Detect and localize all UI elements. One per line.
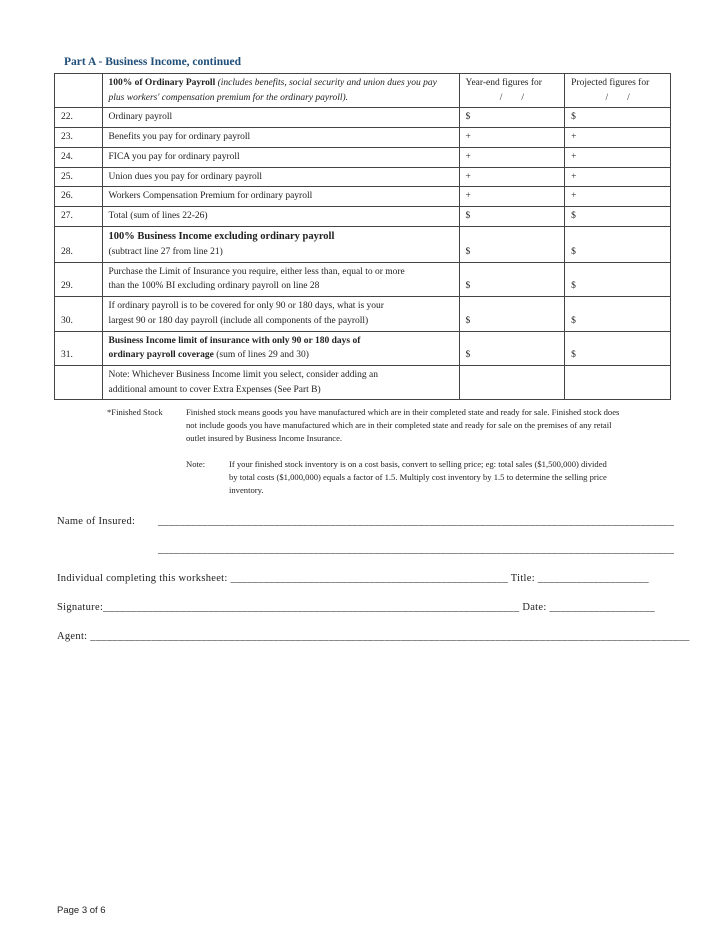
finished-stock-definition [186, 406, 686, 445]
row-label [102, 297, 459, 331]
row-number: 30. [55, 297, 103, 331]
header-yearend-cell [459, 74, 565, 108]
header-projected-cell [565, 74, 671, 108]
row-number: 31. [55, 331, 103, 365]
row-label: Union dues you pay for ordinary payroll [102, 167, 459, 187]
projected-input[interactable]: $ [565, 226, 671, 262]
projected-input[interactable]: $ [565, 262, 671, 296]
header-label-cell [102, 74, 459, 108]
projected-input[interactable]: + [565, 147, 671, 167]
projected-input[interactable]: $ [565, 331, 671, 365]
row-label [102, 226, 459, 262]
header-blank-cell [55, 74, 103, 108]
yearend-input[interactable]: $ [459, 262, 565, 296]
row-number: 29. [55, 262, 103, 296]
projected-input[interactable]: + [565, 187, 671, 207]
definition-line-1: Finished stock means goods you have manufactured which are in their completed state and ready for sale. Finished stock does [186, 407, 620, 417]
yearend-input[interactable]: $ [459, 226, 565, 262]
row-label: Total (sum of lines 22-26) [102, 207, 459, 227]
yearend-input[interactable]: + [459, 167, 565, 187]
table-row-26 [55, 187, 671, 207]
row-line-1: Business Income limit of insurance with only 90 or 180 days of [108, 335, 361, 346]
row-line-2: largest 90 or 180 day payroll (include all components of the payroll) [108, 315, 369, 326]
table-row-27 [55, 207, 671, 227]
table-note-row [55, 366, 671, 400]
note-line-2: additional amount to cover Extra Expenses (See Part B) [108, 384, 321, 395]
header-label-italic: (includes benefits, social security and union dues you pay plus workers' compensation premium for the ordinary payroll). [108, 78, 437, 103]
name-of-insured-field-2[interactable]: _____________________________________________________________________________________________ [158, 544, 675, 555]
row-line-2-bold: ordinary payroll coverage [108, 350, 214, 361]
individual-completing-field[interactable]: Individual completing this worksheet: __________________________________________________ Title: ____________________ [57, 573, 649, 584]
name-of-insured-label: Name of Insured: [57, 516, 136, 527]
row-number: 24. [55, 147, 103, 167]
row-label: Benefits you pay for ordinary payroll [102, 128, 459, 148]
note-text [102, 366, 459, 400]
table-row-22 [55, 108, 671, 128]
yearend-input[interactable]: $ [459, 297, 565, 331]
row-number: 22. [55, 108, 103, 128]
agent-field[interactable]: Agent: ____________________________________________________________________________________________________________ [57, 631, 690, 642]
yearend-input[interactable]: + [459, 187, 565, 207]
header-projected-label: Projected figures for [571, 78, 650, 88]
row-subtitle: (subtract line 27 from line 21) [108, 247, 223, 258]
finished-stock-note-label: Note: [186, 459, 206, 469]
section-title: Part A - Business Income, continued [64, 56, 241, 68]
note-blank-cell [459, 366, 565, 400]
row-label: Workers Compensation Premium for ordinary payroll [102, 187, 459, 207]
yearend-input[interactable]: $ [459, 207, 565, 227]
row-title: 100% Business Income excluding ordinary payroll [108, 230, 335, 242]
projected-input[interactable]: $ [565, 108, 671, 128]
note-blank-cell [565, 366, 671, 400]
yearend-input[interactable]: $ [459, 331, 565, 365]
projected-input[interactable]: + [565, 167, 671, 187]
note-blank-cell [55, 366, 103, 400]
row-number: 28. [55, 226, 103, 262]
row-number: 25. [55, 167, 103, 187]
projected-input[interactable]: $ [565, 207, 671, 227]
header-yearend-date: / / [499, 92, 524, 103]
table-row-24 [55, 147, 671, 167]
table-row-29 [55, 262, 671, 296]
definition-line-3: outlet insured by Business Income Insurance. [186, 432, 343, 443]
table-row-30 [55, 297, 671, 331]
table-row-23 [55, 128, 671, 148]
row-label [102, 331, 459, 365]
row-line-1: If ordinary payroll is to be covered for only 90 or 180 days, what is your [108, 301, 384, 312]
yearend-input[interactable]: + [459, 147, 565, 167]
row-label [102, 262, 459, 296]
table-header-row [55, 74, 671, 108]
header-yearend-label: Year-end figures for [465, 78, 542, 88]
table-row-28 [55, 226, 671, 262]
finished-stock-note [229, 458, 607, 497]
yearend-input[interactable]: $ [459, 108, 565, 128]
projected-input[interactable]: + [565, 128, 671, 148]
header-label-bold: 100% of Ordinary Payroll [108, 78, 216, 88]
signature-date-field[interactable]: Signature:___________________________________________________________________________ Date: ___________________ [57, 602, 655, 613]
projected-input[interactable]: $ [565, 297, 671, 331]
row-line-2-rest: (sum of lines 29 and 30) [213, 350, 309, 361]
page-number: Page 3 of 6 [57, 905, 106, 916]
row-number: 26. [55, 187, 103, 207]
row-label: Ordinary payroll [102, 108, 459, 128]
name-of-insured-field[interactable]: _____________________________________________________________________________________________ [158, 516, 675, 527]
finished-stock-term: *Finished Stock [107, 407, 163, 417]
row-number: 23. [55, 128, 103, 148]
note-line-2: by total costs ($1,000,000) equals a factor of 1.5. Multiply cost inventory by 1.5 to determine the selling price [229, 471, 607, 482]
row-line-2: than the 100% BI excluding ordinary payroll on line 28 [108, 281, 320, 292]
definition-line-2: not include goods you have manufactured which are in their completed state and ready for sale on the premises of any retail [186, 419, 612, 430]
note-line-1: Note: Whichever Business Income limit you select, consider adding an [108, 370, 378, 381]
table-row-25 [55, 167, 671, 187]
row-number: 27. [55, 207, 103, 227]
header-projected-date: / / [605, 92, 630, 103]
row-label: FICA you pay for ordinary payroll [102, 147, 459, 167]
payroll-table [54, 73, 671, 400]
row-line-2 [109, 348, 453, 363]
note-line-3: inventory. [229, 484, 264, 495]
table-row-31 [55, 331, 671, 365]
note-line-1: If your finished stock inventory is on a cost basis, convert to selling price; eg: total sales ($1,500,000) divided [229, 459, 607, 469]
yearend-input[interactable]: + [459, 128, 565, 148]
row-line-1: Purchase the Limit of Insurance you require, either less than, equal to or more [108, 266, 405, 277]
